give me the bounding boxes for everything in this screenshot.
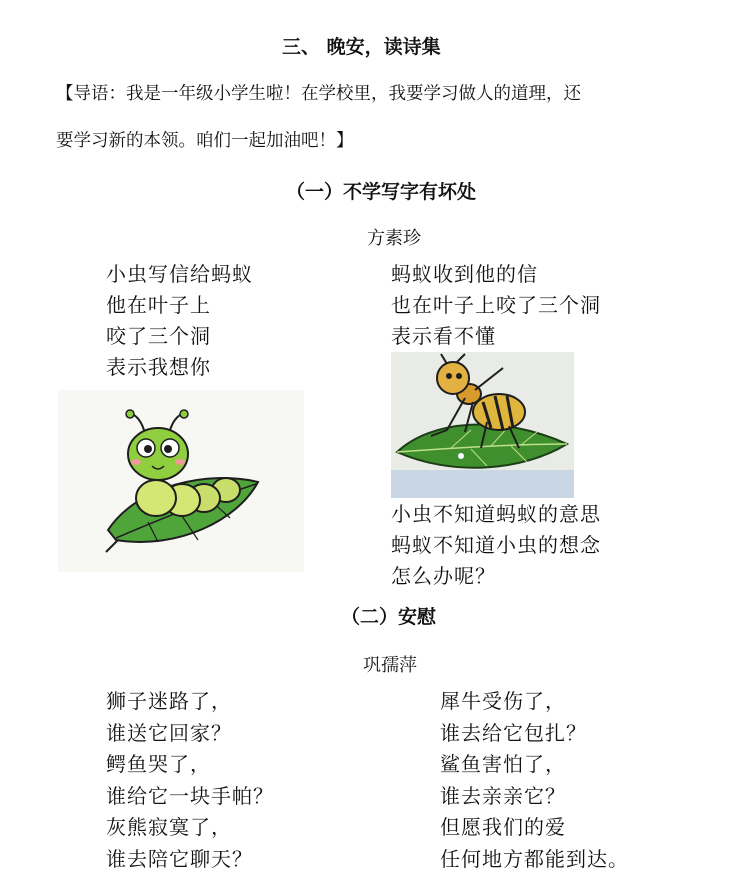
poem-line: 表示我想你 [106, 355, 211, 379]
poem-line: 咬了三个洞 [106, 324, 211, 348]
poem-line: 小虫不知道蚂蚁的意思 [391, 502, 601, 526]
poem-line: 谁去亲亲它？ [440, 783, 566, 808]
poem-line: 鲨鱼害怕了， [440, 752, 566, 776]
poem-line: 蚂蚁不知道小虫的想念 [391, 533, 601, 557]
poem-line: 犀牛受伤了， [440, 689, 566, 713]
poem2-right-stanza [440, 686, 629, 875]
poem1-title: （一）不学写字有坏处 [286, 181, 477, 203]
poem-line: 狮子迷路了， [106, 689, 232, 713]
poem-line: 也在叶子上咬了三个洞 [391, 293, 601, 317]
poem-line: 他在叶子上 [106, 293, 211, 317]
poem-line: 灰熊寂寞了， [106, 815, 232, 839]
poem1-ending-stanza [391, 499, 601, 592]
poem2-title: （二）安慰 [341, 606, 437, 628]
poem-line: 任何地方都能到达。 [440, 846, 629, 871]
poem-line: 但愿我们的爱 [440, 815, 566, 839]
poem-line: 谁去陪它聊天？ [106, 846, 253, 871]
caterpillar-on-leaf-icon [58, 390, 304, 572]
section-title: 三、 晚安，读诗集 [282, 36, 441, 58]
poem1-author: 方素珍 [367, 228, 421, 249]
poem-line: 表示看不懂 [391, 324, 496, 348]
poem-line: 谁给它一块手帕？ [106, 783, 274, 808]
poem-line: 谁送它回家？ [106, 720, 232, 745]
intro-line-1: 【导语：我是一年级小学生啦！在学校里，我要学习做人的道理，还 [56, 84, 581, 104]
poem1-left-stanza [106, 259, 253, 383]
poem1-right-stanza [391, 259, 601, 352]
intro-line-2: 要学习新的本领。咱们一起加油吧！】 [56, 131, 354, 151]
ant-on-leaf-icon [391, 352, 574, 498]
poem-line: 蚂蚁收到他的信 [391, 262, 538, 286]
poem-line: 鳄鱼哭了， [106, 752, 211, 776]
poem-line: 小虫写信给蚂蚁 [106, 262, 253, 286]
poem-line: 怎么办呢？ [391, 564, 496, 588]
poem2-author: 巩孺萍 [363, 655, 417, 676]
poem2-left-stanza [106, 686, 274, 875]
poem-line: 谁去给它包扎？ [440, 720, 587, 745]
